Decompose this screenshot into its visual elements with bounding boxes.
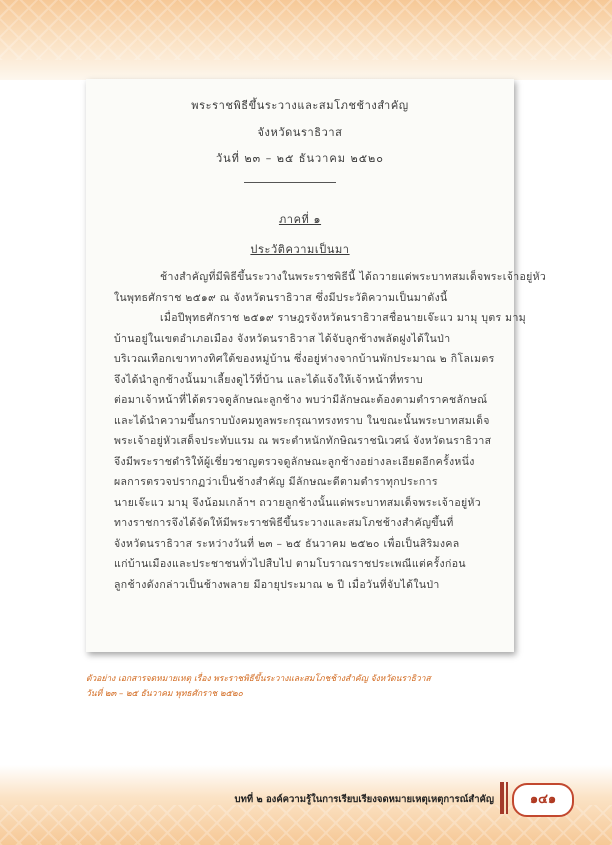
page-number: ๑๔๑ — [512, 783, 574, 817]
body-line: นายเจ๊ะแว มามุ จึงน้อมเกล้าฯ ถวายลูกช้างนั้นแด่พระบาทสมเด็จพระเจ้าอยู่หัว — [114, 496, 482, 509]
subsection-title: ประวัติความเป็นมา — [250, 243, 350, 256]
body-line: ในพุทธศักราช ๒๕๑๙ ณ จังหวัดนราธิวาส ซึ่งมีประวัติความเป็นมาดังนี้ — [114, 291, 448, 304]
body-line: พระเจ้าอยู่หัวเสด็จประทับแรม ณ พระตำหนักทักษิณราชนิเวศน์ จังหวัดนราธิวาส — [114, 435, 492, 447]
body-line: ลูกช้างดังกล่าวเป็นช้างพลาย มีอายุประมาณ ๒ ปี เมื่อวันที่จับได้ในป่า — [114, 578, 440, 591]
document-heading-province: จังหวัดนราธิวาส — [257, 126, 343, 139]
body-line: จังหวัดนราธิวาส ระหว่างวันที่ ๒๓ – ๒๕ ธันวาคม ๒๕๒๐ เพื่อเป็นสิริมงคล — [114, 537, 460, 550]
caption-line-2: วันที่ ๒๓ – ๒๕ ธันวาคม พุทธศักราช ๒๕๒๐ — [86, 689, 243, 699]
document-heading-title: พระราชพิธีขึ้นระวางและสมโภชช้างสำคัญ — [191, 99, 409, 112]
footer-divider — [500, 782, 504, 814]
scanned-document — [86, 79, 547, 652]
chapter-footer-text: บทที่ ๒ องค์ความรู้ในการเรียบเรียงจดหมายเหตุเหตุการณ์สำคัญ — [234, 794, 494, 805]
document-heading-date: วันที่ ๒๓ – ๒๕ ธันวาคม ๒๕๒๐ — [215, 152, 384, 165]
section-title: ภาคที่ ๑ — [278, 213, 322, 226]
heading-divider — [244, 182, 336, 183]
figure-caption — [86, 672, 516, 702]
footer-divider-thin — [506, 782, 508, 814]
body-line: เมื่อปีพุทธศักราช ๒๕๑๙ ราษฎรจังหวัดนราธิวาสชื่อนายเจ๊ะแว มามุ บุตร มามุ — [160, 312, 526, 324]
body-line: ต่อมาเจ้าหน้าที่ได้ตรวจดูลักษณะลูกช้าง พบว่ามีลักษณะต้องตามตำราคชลักษณ์ — [114, 394, 488, 406]
document-body — [114, 267, 547, 595]
body-line: บริเวณเทือกเขาทางทิศใต้ของหมู่บ้าน ซึ่งอยู่ห่างจากบ้านพักประมาณ ๒ กิโลเมตร — [114, 353, 495, 365]
body-line: จึงมีพระราชดำริให้ผู้เชี่ยวชาญตรวจดูลักษณะลูกช้างอย่างละเอียดอีกครั้งหนึ่ง — [114, 455, 475, 468]
body-line: และได้นำความขึ้นกราบบังคมทูลพระกรุณาทรงทราบ ในขณะนั้นพระบาทสมเด็จ — [114, 414, 490, 427]
body-line: ผลการตรวจปรากฏว่าเป็นช้างสำคัญ มีลักษณะดีตามตำราทุกประการ — [114, 476, 438, 488]
body-line: บ้านอยู่ในเขตอำเภอเมือง จังหวัดนราธิวาส ได้จับลูกช้างพลัดฝูงได้ในป่า — [114, 332, 451, 345]
header-decorative-band — [0, 0, 612, 80]
body-line: ทางราชการจึงได้จัดให้มีพระราชพิธีขึ้นระวางและสมโภชช้างสำคัญขึ้นที่ — [114, 517, 454, 529]
body-line: จึงได้นำลูกช้างนั้นมาเลี้ยงดูไว้ที่บ้าน และได้แจ้งให้เจ้าหน้าที่ทราบ — [114, 373, 424, 386]
caption-line-1: ตัวอย่าง เอกสารจดหมายเหตุ เรื่อง พระราชพิธีขึ้นระวางและสมโภชช้างสำคัญ จังหวัดนราธิวาส — [86, 674, 431, 684]
header-pattern — [0, 0, 612, 60]
body-line: แก่บ้านเมืองและประชาชนทั่วไปสืบไป ตามโบราณราชประเพณีแต่ครั้งก่อน — [114, 558, 466, 570]
body-line: ช้างสำคัญที่มีพิธีขึ้นระวางในพระราชพิธีนี้ ได้ถวายแด่พระบาทสมเด็จพระเจ้าอยู่หัว — [160, 271, 547, 283]
